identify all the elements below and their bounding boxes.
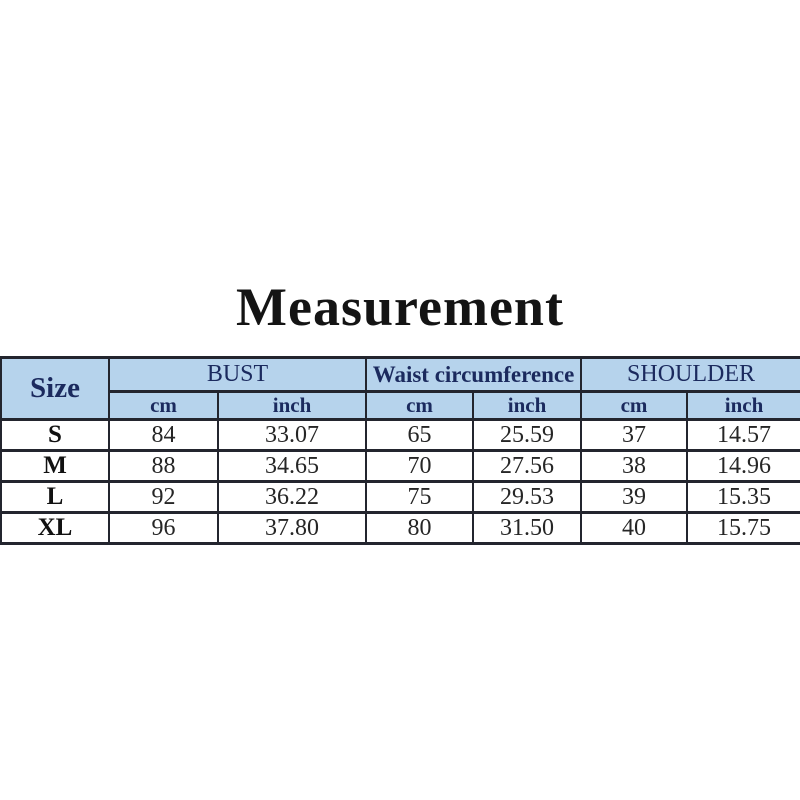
value-cell: 14.96 [687,451,800,482]
value-cell: 88 [109,451,218,482]
size-cell: S [1,420,109,451]
value-cell: 37.80 [218,513,366,544]
value-cell: 27.56 [473,451,581,482]
value-cell: 39 [581,482,687,513]
value-cell: 34.65 [218,451,366,482]
unit-header-row [1,392,800,420]
value-cell: 38 [581,451,687,482]
value-cell: 92 [109,482,218,513]
column-header-shoulder-cm: cm [581,392,687,420]
size-cell: L [1,482,109,513]
value-cell: 37 [581,420,687,451]
value-cell: 29.53 [473,482,581,513]
page-title: Measurement [236,277,564,337]
column-header-waist-inch: inch [473,392,581,420]
column-header-waist-cm: cm [366,392,473,420]
measurement-table [0,356,800,545]
table-row [1,420,800,451]
value-cell: 75 [366,482,473,513]
size-cell: XL [1,513,109,544]
column-group-bust: BUST [109,358,366,392]
value-cell: 15.75 [687,513,800,544]
value-cell: 33.07 [218,420,366,451]
value-cell: 14.57 [687,420,800,451]
value-cell: 40 [581,513,687,544]
value-cell: 25.59 [473,420,581,451]
column-header-bust-cm: cm [109,392,218,420]
column-header-size: Size [1,358,109,420]
column-header-bust-inch: inch [218,392,366,420]
table-row [1,451,800,482]
value-cell: 80 [366,513,473,544]
value-cell: 96 [109,513,218,544]
value-cell: 36.22 [218,482,366,513]
group-header-row [1,358,800,392]
value-cell: 65 [366,420,473,451]
column-header-shoulder-inch: inch [687,392,800,420]
column-group-waist: Waist circumference [366,358,581,392]
table-header [1,358,800,420]
table-row [1,513,800,544]
value-cell: 84 [109,420,218,451]
size-cell: M [1,451,109,482]
value-cell: 31.50 [473,513,581,544]
column-group-shoulder: SHOULDER [581,358,800,392]
value-cell: 70 [366,451,473,482]
size-table-body [1,420,800,544]
table-row [1,482,800,513]
value-cell: 15.35 [687,482,800,513]
